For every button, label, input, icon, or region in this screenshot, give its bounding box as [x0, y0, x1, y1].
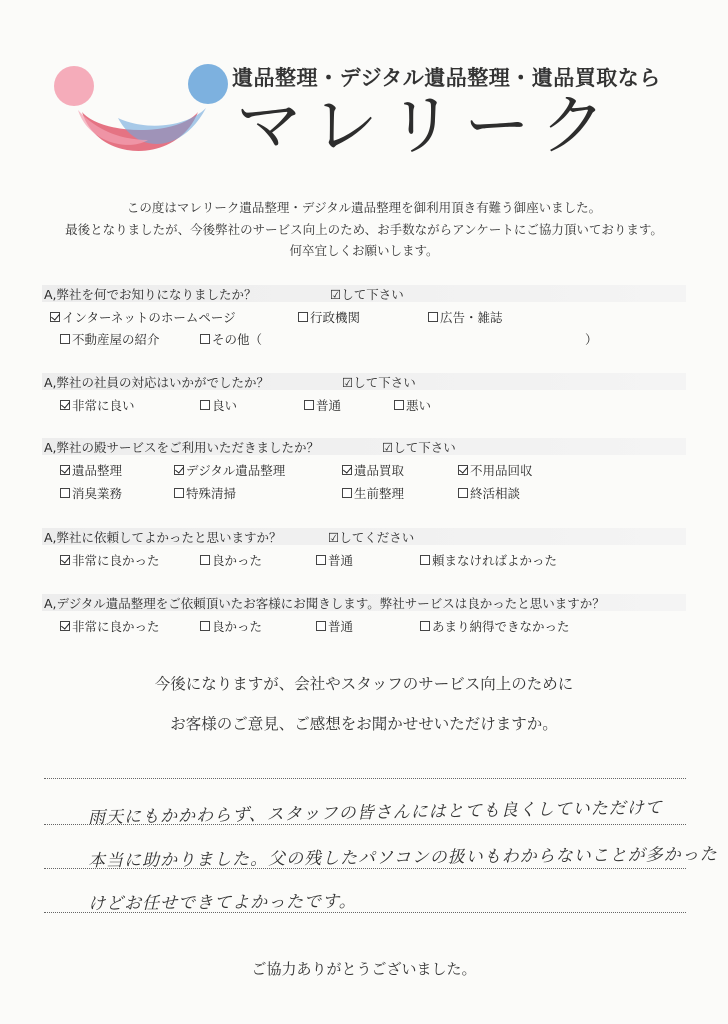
- checkbox-icon: [60, 334, 70, 344]
- checkbox-good[interactable]: 良い: [200, 396, 237, 414]
- checkbox-icon: [298, 312, 308, 322]
- writing-line: [44, 778, 686, 779]
- closing-line-2: お客様のご意見、ご感想をお聞かせせいただけますか。: [170, 715, 558, 733]
- checkbox-icon: [200, 621, 210, 631]
- checkbox-icon: [316, 621, 326, 631]
- checkbox-bad[interactable]: 悪い: [394, 396, 431, 414]
- checkbox-very-good[interactable]: 非常に良い: [60, 396, 135, 414]
- checkbox-internet[interactable]: インターネットのホームページ: [50, 308, 236, 326]
- handwritten-comment-line-2: 本当に助かりました。父の残したパソコンの扱いもわからないことが多かった: [87, 844, 718, 872]
- brand-name: マレリーク: [236, 87, 616, 164]
- checkbox-icon: [420, 555, 430, 565]
- checkbox-icon: [316, 555, 326, 565]
- checkbox-icon: [304, 400, 314, 410]
- checkbox-other[interactable]: その他（: [200, 330, 262, 348]
- question-5-text: A,デジタル遺品整理をご依頼頂いたお客様にお聞きします。弊社サービスは良かったと思いますか？: [44, 596, 605, 611]
- checkbox-normal-4[interactable]: 普通: [316, 551, 353, 569]
- checkbox-normal-5[interactable]: 普通: [316, 617, 353, 635]
- intro-line-2: 最後となりましたが、今後弊社のサービス向上のため、お手数ながらアンケートにご協力頂いております。: [65, 222, 663, 237]
- checkbox-icon: [200, 555, 210, 565]
- checkbox-icon: [60, 621, 70, 631]
- checkbox-fuyouhin[interactable]: 不用品回収: [458, 461, 533, 479]
- question-3-hint: ☑して下さい: [382, 440, 456, 455]
- intro-line-3: 何卒宜しくお願いします。: [289, 243, 439, 258]
- handwritten-comment-line-1: 雨天にもかかわらず、スタッフの皆さんにはとても良くしていただけて: [87, 797, 663, 829]
- checkbox-glad[interactable]: 良かった: [200, 551, 262, 569]
- checkbox-icon: [60, 465, 70, 475]
- checkbox-special-clean[interactable]: 特殊清掃: [174, 484, 236, 502]
- checkbox-advert[interactable]: 広告・雑誌: [428, 308, 503, 326]
- question-1-text: A,弊社を何でお知りになりましたか？: [44, 287, 257, 302]
- checkbox-icon: [394, 400, 404, 410]
- checkbox-icon: [458, 488, 468, 498]
- question-4-text: A,弊社に依頼してよかったと思いますか？: [44, 530, 282, 545]
- checkbox-government[interactable]: 行政機関: [298, 308, 360, 326]
- checkbox-seizen-seiri[interactable]: 生前整理: [342, 484, 404, 502]
- question-2-hint: ☑して下さい: [342, 375, 416, 390]
- checkbox-icon: [420, 621, 430, 631]
- checkbox-unsatisfied[interactable]: あまり納得できなかった: [420, 617, 570, 635]
- checkbox-very-glad-5[interactable]: 非常に良かった: [60, 617, 160, 635]
- question-1-hint: ☑して下さい: [330, 287, 404, 302]
- checkbox-icon: [60, 488, 70, 498]
- intro-line-1: この度はマレリーク遺品整理・デジタル遺品整理を御利用頂き有難う御座いました。: [126, 200, 602, 215]
- checkbox-icon: [200, 400, 210, 410]
- closing-line-1: 今後になりますが、会社やスタッフのサービス向上のために: [154, 675, 574, 693]
- checkbox-icon: [60, 555, 70, 565]
- checkbox-deodorize[interactable]: 消臭業務: [60, 484, 122, 502]
- brand-logo-icon: [48, 56, 228, 166]
- checkbox-icon: [174, 488, 184, 498]
- checkbox-regret[interactable]: 頼まなければよかった: [420, 551, 557, 569]
- handwritten-comment-line-3: けどお任せできてよかったです。: [87, 891, 357, 915]
- checkbox-normal[interactable]: 普通: [304, 396, 341, 414]
- checkbox-icon: [342, 465, 352, 475]
- checkbox-icon: [458, 465, 468, 475]
- thanks-text: ご協力ありがとうございました。: [251, 960, 477, 978]
- checkbox-glad-5[interactable]: 良かった: [200, 617, 262, 635]
- checkbox-icon: [342, 488, 352, 498]
- checkbox-icon: [428, 312, 438, 322]
- checkbox-ihin-seiri[interactable]: 遺品整理: [60, 461, 122, 479]
- checkbox-shukatsu[interactable]: 終活相談: [458, 484, 520, 502]
- other-close-paren: ）: [585, 332, 598, 347]
- checkbox-realestate[interactable]: 不動産屋の紹介: [60, 330, 160, 348]
- checkbox-ihin-kaitori[interactable]: 遺品買取: [342, 461, 404, 479]
- question-2-text: A,弊社の社員の対応はいかがでしたか？: [44, 375, 270, 390]
- checkbox-digital-ihin[interactable]: デジタル遺品整理: [174, 461, 285, 479]
- checkbox-icon: [60, 400, 70, 410]
- checkbox-icon: [200, 334, 210, 344]
- checkbox-icon: [50, 312, 60, 322]
- question-4-hint: ☑してください: [328, 530, 415, 545]
- question-3-text: A,弊社の殿サービスをご利用いただきましたか？: [44, 440, 320, 455]
- checkbox-very-glad[interactable]: 非常に良かった: [60, 551, 160, 569]
- checkbox-icon: [174, 465, 184, 475]
- tagline: 遺品整理・デジタル遺品整理・遺品買取なら: [232, 66, 661, 90]
